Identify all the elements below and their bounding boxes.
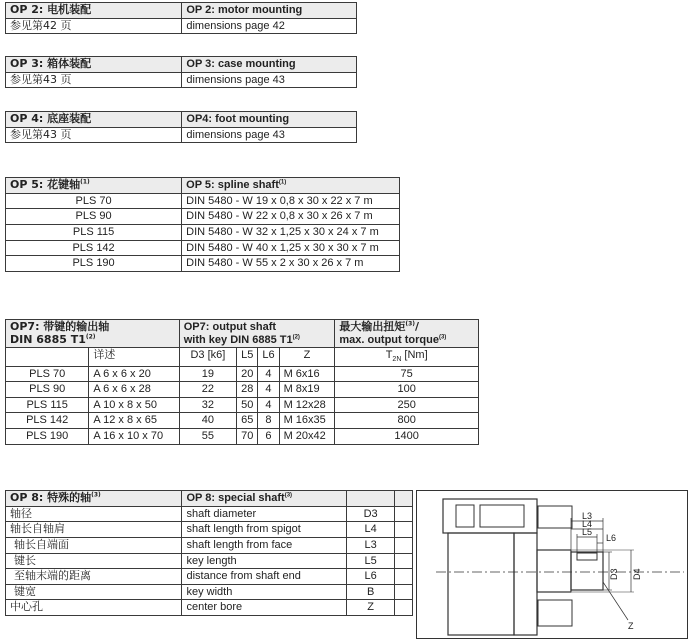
op7-z: M 8x19 xyxy=(279,382,335,398)
op8-title-cn-note: (3) xyxy=(91,491,101,499)
label-l3: L3 xyxy=(582,511,593,521)
op5-spec: DIN 5480 - W 55 x 2 x 30 x 26 x 7 m xyxy=(182,256,400,272)
op7-title-en-line1: OP7: output shaft xyxy=(183,321,277,333)
op5-model: PLS 90 xyxy=(6,209,182,225)
op7-l6: 4 xyxy=(258,382,279,398)
op7-l6: 4 xyxy=(258,366,279,382)
op2-ref-en: dimensions page 42 xyxy=(182,18,357,34)
table-row xyxy=(6,537,413,553)
op5-spec: DIN 5480 - W 32 x 1,25 x 30 x 24 x 7 m xyxy=(182,224,400,240)
op7-model: PLS 90 xyxy=(6,382,89,398)
op8-title-en-note: (3) xyxy=(284,492,293,499)
op7-detail: A 16 x 10 x 70 xyxy=(89,429,179,445)
op7-model: PLS 70 xyxy=(6,366,89,382)
op8-cn: 键宽 xyxy=(6,584,182,600)
op8-en: shaft length from face xyxy=(182,537,347,553)
op3-ref-row xyxy=(6,72,357,88)
op5-title-cn: OP 5: 花键轴 xyxy=(10,178,81,191)
op2-ref-cn: 参见第42 页 xyxy=(6,18,182,34)
op4-header-row xyxy=(6,112,357,128)
op3-ref-cn: 参见第43 页 xyxy=(6,72,182,88)
table-row xyxy=(6,584,413,600)
op7-l5: 50 xyxy=(237,397,258,413)
op3-ref-en: dimensions page 43 xyxy=(182,72,357,88)
op7-column-header-row xyxy=(6,348,479,366)
table-row xyxy=(6,397,479,413)
op8-en: shaft length from spigot xyxy=(182,522,347,538)
op2-ref-row xyxy=(6,18,357,34)
op8-header-row xyxy=(6,491,413,507)
op4-title-en: OP4: foot mounting xyxy=(182,112,357,128)
table-row xyxy=(6,366,479,382)
label-l6: L6 xyxy=(606,533,617,543)
op8-code: L4 xyxy=(347,522,395,538)
op4-table xyxy=(5,111,357,143)
op5-title-en: OP 5: spline shaft xyxy=(186,179,279,191)
table-row xyxy=(6,193,400,209)
op8-cn: 键长 xyxy=(6,553,182,569)
op7-d3: 40 xyxy=(179,413,236,429)
table-row xyxy=(6,240,400,256)
op5-spec: DIN 5480 - W 40 x 1,25 x 30 x 30 x 7 m xyxy=(182,240,400,256)
op7-torque-cell xyxy=(335,320,479,348)
op2-title-cn: OP 2: 电机装配 xyxy=(6,3,182,19)
table-row xyxy=(6,224,400,240)
op7-model: PLS 190 xyxy=(6,429,89,445)
op3-table xyxy=(5,56,357,88)
op7-z: M 12x28 xyxy=(279,397,335,413)
op7-d3: 32 xyxy=(179,397,236,413)
op8-code: Z xyxy=(347,600,395,616)
op8-en: key width xyxy=(182,584,347,600)
op7-detail: A 12 x 8 x 65 xyxy=(89,413,179,429)
op7-col-l6: L6 xyxy=(258,348,279,366)
op8-code: L3 xyxy=(347,537,395,553)
op7-l5: 70 xyxy=(237,429,258,445)
op7-title-cn-line2: DIN 6885 T1 xyxy=(10,332,86,346)
op8-en: distance from shaft end xyxy=(182,569,347,585)
op7-title-en-line2: with key DIN 6885 T1 xyxy=(183,333,293,346)
op7-torque-cn-note: (3) xyxy=(405,320,416,328)
op8-code: B xyxy=(347,584,395,600)
op8-blank xyxy=(395,522,413,538)
table-row xyxy=(6,522,413,538)
op8-en: key length xyxy=(182,553,347,569)
op5-model: PLS 142 xyxy=(6,240,182,256)
op8-en: center bore xyxy=(182,600,347,616)
op8-title-cn-cell xyxy=(6,491,182,507)
op7-d3: 55 xyxy=(179,429,236,445)
op7-z: M 20x42 xyxy=(279,429,335,445)
op7-l6: 6 xyxy=(258,429,279,445)
op8-code: L5 xyxy=(347,553,395,569)
op7-d3: 19 xyxy=(179,366,236,382)
table-row xyxy=(6,506,413,522)
op5-header-row xyxy=(6,178,400,194)
op8-title-en: OP 8: special shaft xyxy=(186,492,285,504)
op2-title-en: OP 2: motor mounting xyxy=(182,3,357,19)
op8-cn: 至轴末端的距离 xyxy=(6,569,182,585)
op7-torque: 800 xyxy=(335,413,479,429)
op8-blank xyxy=(395,600,413,616)
op5-model: PLS 115 xyxy=(6,224,182,240)
op7-model: PLS 142 xyxy=(6,413,89,429)
op7-l5: 65 xyxy=(237,413,258,429)
op8-cn: 轴长自轴肩 xyxy=(6,522,182,538)
op8-header-blank xyxy=(395,491,413,507)
op4-ref-row xyxy=(6,127,357,143)
label-d4: D4 xyxy=(632,568,642,580)
op7-l5: 28 xyxy=(237,382,258,398)
label-l5: L5 xyxy=(582,527,593,537)
op7-torque-cn-suffix: / xyxy=(415,320,420,333)
label-d3: D3 xyxy=(609,568,619,580)
op8-cn: 中心孔 xyxy=(6,600,182,616)
op3-header-row xyxy=(6,57,357,73)
op5-title-en-note: (1) xyxy=(278,179,287,186)
op8-cn: 轴径 xyxy=(6,506,182,522)
op7-title-en-note: (2) xyxy=(292,333,300,340)
op5-spec: DIN 5480 - W 19 x 0,8 x 30 x 22 x 7 m xyxy=(182,193,400,209)
op7-col-t2n xyxy=(335,348,479,366)
op4-title-cn: OP 4: 底座装配 xyxy=(6,112,182,128)
table-row xyxy=(6,413,479,429)
op8-code: D3 xyxy=(347,506,395,522)
op7-model: PLS 115 xyxy=(6,397,89,413)
op4-ref-cn: 参见第43 页 xyxy=(6,127,182,143)
table-row xyxy=(6,209,400,225)
op3-title-en: OP 3: case mounting xyxy=(182,57,357,73)
op8-blank xyxy=(395,506,413,522)
op7-detail: A 10 x 8 x 50 xyxy=(89,397,179,413)
op7-torque: 1400 xyxy=(335,429,479,445)
op7-title-en-cell xyxy=(179,320,335,348)
table-row xyxy=(6,600,413,616)
op7-col-z: Z xyxy=(279,348,335,366)
op7-title-cn-note: (2) xyxy=(85,332,96,340)
op7-z: M 16x35 xyxy=(279,413,335,429)
op5-title-en-cell xyxy=(182,178,400,194)
op8-table xyxy=(5,490,413,616)
op7-col-d3: D3 [k6] xyxy=(179,348,236,366)
op7-header-row xyxy=(6,320,479,348)
table-row xyxy=(6,429,479,445)
op7-torque: 75 xyxy=(335,366,479,382)
op2-header-row xyxy=(6,3,357,19)
table-row xyxy=(6,382,479,398)
op7-z: M 6x16 xyxy=(279,366,335,382)
op5-title-cn-cell xyxy=(6,178,182,194)
table-row xyxy=(6,256,400,272)
op8-blank xyxy=(395,569,413,585)
op8-cn: 轴长自端面 xyxy=(6,537,182,553)
op8-header-code xyxy=(347,491,395,507)
op8-title-cn: OP 8: 特殊的轴 xyxy=(10,491,92,504)
op5-title-cn-note: (1) xyxy=(80,178,90,186)
op8-code: L6 xyxy=(347,569,395,585)
op5-table xyxy=(5,177,400,272)
op7-l5: 20 xyxy=(237,366,258,382)
op2-table xyxy=(5,2,357,34)
table-row xyxy=(6,553,413,569)
op7-title-cn-line1: OP7: 带键的输出轴 xyxy=(10,320,110,333)
op7-torque: 100 xyxy=(335,382,479,398)
drawing-frame xyxy=(417,491,688,639)
op8-en: shaft diameter xyxy=(182,506,347,522)
label-z: Z xyxy=(628,621,634,631)
op7-col-t2n-sub: 2N xyxy=(392,356,402,364)
op7-col-detail: 详述 xyxy=(89,348,179,366)
op3-title-cn: OP 3: 箱体装配 xyxy=(6,57,182,73)
label-l4: L4 xyxy=(582,519,593,529)
op7-l6: 4 xyxy=(258,397,279,413)
op8-blank xyxy=(395,537,413,553)
op7-d3: 22 xyxy=(179,382,236,398)
op8-blank xyxy=(395,553,413,569)
op7-col-t2n-unit: [Nm] xyxy=(401,349,428,362)
op7-torque: 250 xyxy=(335,397,479,413)
op7-title-cn-cell xyxy=(6,320,180,348)
table-row xyxy=(6,569,413,585)
op7-torque-en-note: (3) xyxy=(438,333,447,340)
op7-torque-cn: 最大输出扭矩 xyxy=(339,320,406,333)
op7-detail: A 6 x 6 x 28 xyxy=(89,382,179,398)
op7-col-t2n-base: T xyxy=(385,349,393,362)
op7-table xyxy=(5,319,479,445)
op7-l6: 8 xyxy=(258,413,279,429)
op7-detail: A 6 x 6 x 20 xyxy=(89,366,179,382)
op7-col-l5: L5 xyxy=(237,348,258,366)
op8-shaft-drawing xyxy=(416,490,688,640)
op5-model: PLS 70 xyxy=(6,193,182,209)
op8-title-en-cell xyxy=(182,491,347,507)
op4-ref-en: dimensions page 43 xyxy=(182,127,357,143)
op5-model: PLS 190 xyxy=(6,256,182,272)
op7-torque-en: max. output torque xyxy=(339,333,439,346)
op7-col-model xyxy=(6,348,89,366)
op5-spec: DIN 5480 - W 22 x 0,8 x 30 x 26 x 7 m xyxy=(182,209,400,225)
op8-blank xyxy=(395,584,413,600)
